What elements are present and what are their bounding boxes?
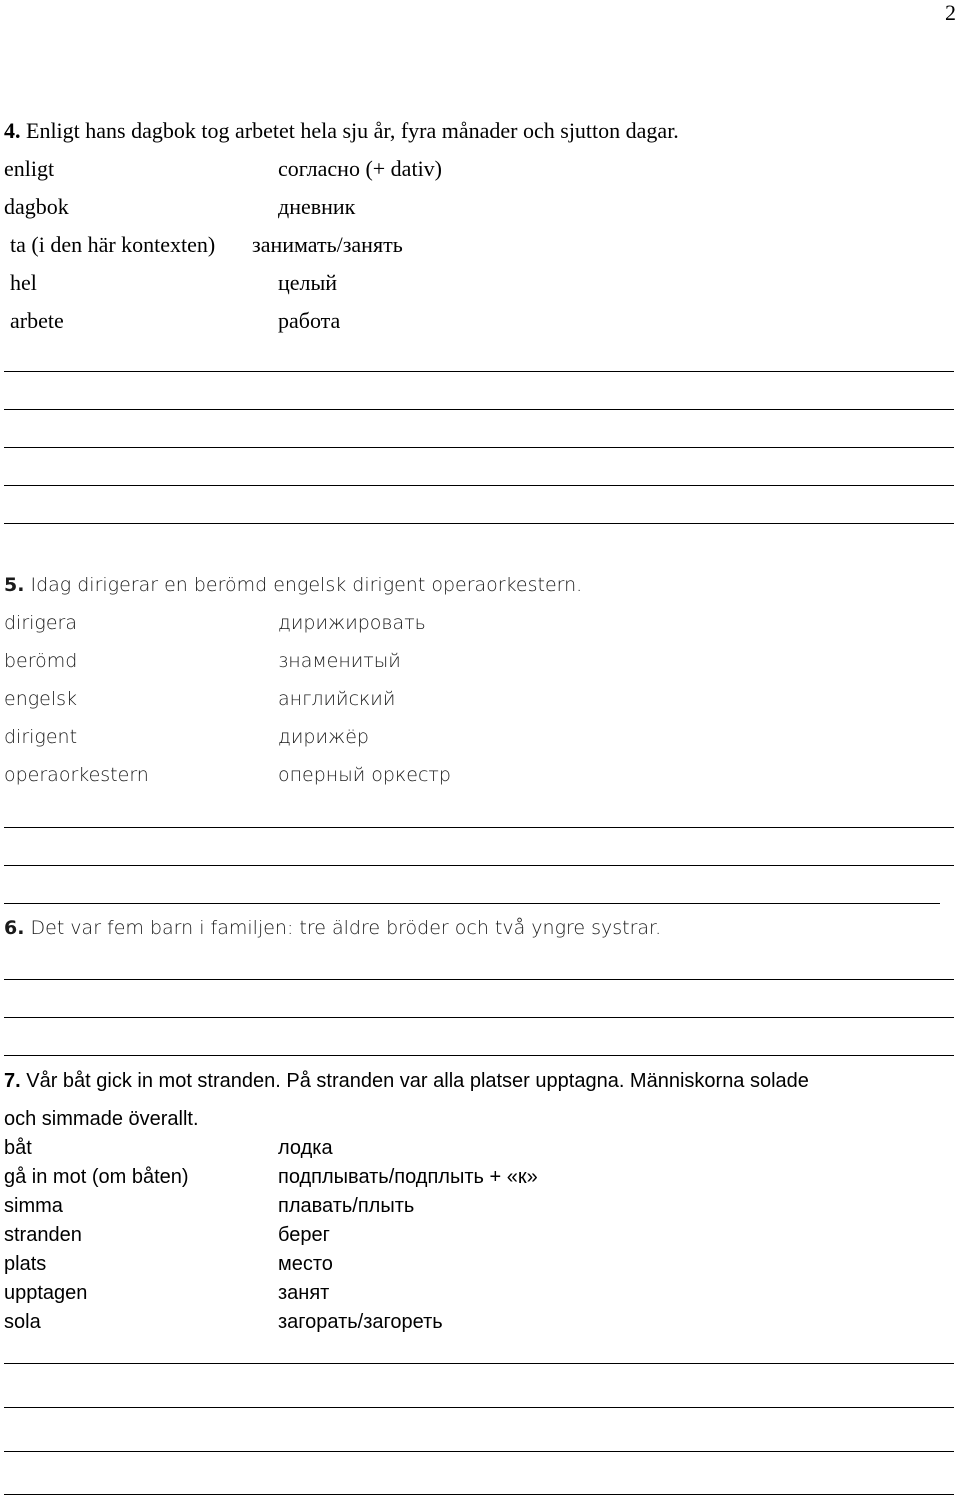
exercise-4-sentence xyxy=(4,120,679,142)
vocab-sv: plats xyxy=(4,1253,47,1275)
vocab-sv: dirigera xyxy=(4,612,77,634)
vocab-ru: плавать/плыть xyxy=(278,1195,415,1217)
vocab-ru: берег xyxy=(278,1224,330,1246)
vocab-ru: английский xyxy=(278,688,396,710)
vocab-ru: подплывать/подплыть + «к» xyxy=(278,1166,538,1188)
vocab-sv: berömd xyxy=(4,650,78,672)
vocab-sv: upptagen xyxy=(4,1282,88,1304)
answer-line xyxy=(4,865,954,866)
sentence-text: Det var fem barn i familjen: tre äldre bröder och två yngre systrar. xyxy=(30,917,662,939)
answer-line xyxy=(4,523,954,524)
exercise-7-sentence xyxy=(4,1071,809,1091)
vocab-ru: согласно (+ dativ) xyxy=(278,156,443,181)
vocab-ru: дирижёр xyxy=(278,726,369,748)
answer-line xyxy=(4,1407,954,1408)
vocab-sv: gå in mot (om båten) xyxy=(4,1166,189,1188)
answer-line xyxy=(4,903,940,904)
vocab-sv: dagbok xyxy=(4,194,69,219)
vocab-ru: дневник xyxy=(278,194,356,219)
vocab-ru: занят xyxy=(278,1282,330,1304)
vocab-sv: arbete xyxy=(10,308,64,333)
vocab-ru: целый xyxy=(278,270,338,295)
answer-line xyxy=(4,485,954,486)
answer-line xyxy=(4,827,954,828)
vocab-sv: dirigent xyxy=(4,726,78,748)
answer-line xyxy=(4,979,954,980)
answer-line xyxy=(4,447,954,448)
vocab-sv: ta (i den här kontexten) xyxy=(10,232,216,257)
answer-line xyxy=(4,1363,954,1364)
vocab-ru: занимать/занять xyxy=(252,232,403,257)
answer-line xyxy=(4,1055,954,1056)
exercise-number: 7. xyxy=(4,1070,21,1092)
exercise-number: 4. xyxy=(4,118,21,143)
vocab-sv: enligt xyxy=(4,156,55,181)
vocab-sv: hel xyxy=(10,270,37,295)
vocab-ru: место xyxy=(278,1253,333,1275)
vocab-ru: работа xyxy=(278,308,341,333)
answer-line xyxy=(4,1017,954,1018)
vocab-sv: engelsk xyxy=(4,688,78,710)
exercise-7-sentence-cont: och simmade överallt. xyxy=(4,1108,199,1130)
sentence-text: Vår båt gick in mot stranden. På stranden var alla platser upptagna. Människorna solade xyxy=(26,1070,809,1092)
sentence-text: Idag dirigerar en berömd engelsk dirigent operaorkestern. xyxy=(30,574,583,596)
vocab-ru: дирижировать xyxy=(278,612,426,634)
exercise-number: 5. xyxy=(4,574,25,596)
page-number: 2 xyxy=(945,0,956,25)
vocab-sv: stranden xyxy=(4,1224,82,1246)
vocab-ru: загорать/загореть xyxy=(278,1311,443,1333)
answer-line xyxy=(4,409,954,410)
answer-line xyxy=(4,1494,954,1495)
vocab-ru: оперный оркестр xyxy=(278,764,451,786)
vocab-sv: operaorkestern xyxy=(4,764,149,786)
exercise-number: 6. xyxy=(4,917,25,939)
exercise-5-sentence xyxy=(4,576,582,595)
exercise-6-sentence xyxy=(4,919,661,938)
answer-line xyxy=(4,371,954,372)
vocab-sv: simma xyxy=(4,1195,63,1217)
vocab-sv: sola xyxy=(4,1311,41,1333)
sentence-text: Enligt hans dagbok tog arbetet hela sju år, fyra månader och sjutton dagar. xyxy=(26,118,679,143)
vocab-ru: знаменитый xyxy=(278,650,401,672)
vocab-ru: лодка xyxy=(278,1137,333,1159)
answer-line xyxy=(4,1451,954,1452)
vocab-sv: båt xyxy=(4,1137,32,1159)
